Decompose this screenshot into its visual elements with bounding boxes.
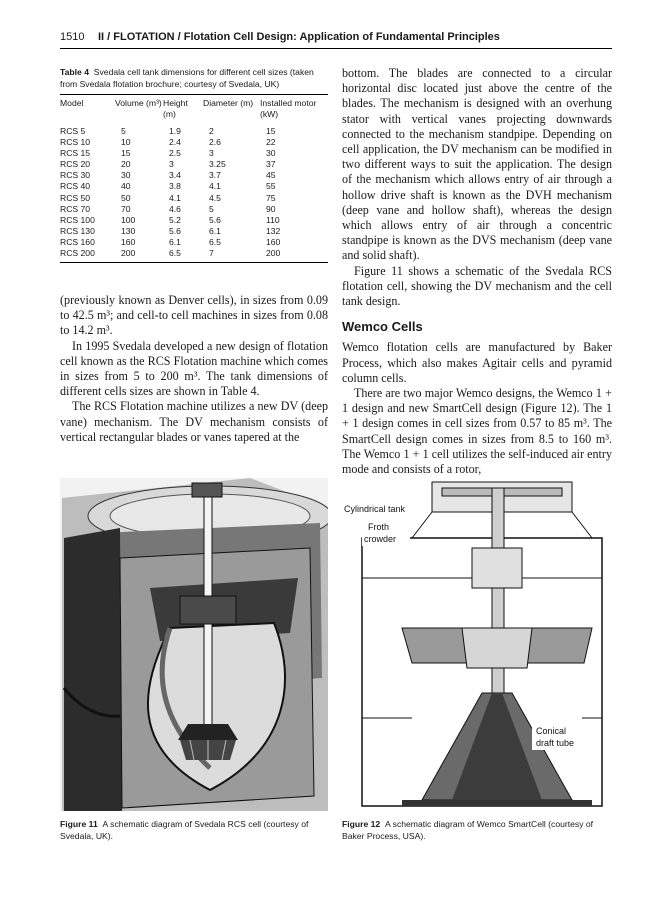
- table-cell: 50: [121, 192, 131, 203]
- table-cell: 55: [266, 181, 276, 192]
- table-caption-label: Table 4: [60, 67, 89, 77]
- right-paragraph-4: There are two major Wemco designs, the Wemco 1 + 1 design and new SmartCell design (Figure 12). The 1 + 1 design comes in cell sizes from 0.57 to 85 m³. The SmartCell design comes in sizes from 8.5 to 160 m³. The Wemco 1 + 1 cell utilizes the self-induced air entry mode and consists of a rotor,: [342, 386, 612, 477]
- table-cell: 6.5: [169, 248, 181, 259]
- left-column-text: [60, 293, 328, 445]
- table-row: [60, 215, 328, 226]
- figure-11-text: A schematic diagram of Svedala RCS cell (courtesy of Svedala, UK).: [60, 819, 309, 841]
- table-cell: 5: [209, 203, 214, 214]
- table-cell: 10: [121, 137, 131, 148]
- running-header: [60, 30, 612, 49]
- label-conical-draft-tube-line1: Conical: [536, 726, 567, 736]
- table-cell: 45: [266, 170, 276, 181]
- table-header-row: [60, 95, 328, 123]
- table-cell: 130: [121, 225, 136, 236]
- figure-12-text: A schematic diagram of Wemco SmartCell (courtesy of Baker Process, USA).: [342, 819, 594, 841]
- col-motor: Installed motor (kW): [260, 98, 317, 119]
- table-cell: 2.5: [169, 148, 181, 159]
- table-cell: 22: [266, 137, 276, 148]
- left-paragraph-2: In 1995 Svedala developed a new design of flotation cell known as the RCS Flotation machine which comes in sizes from 5 to 200 m³. The tank dimensions of different cells sizes are shown in Table 4.: [60, 338, 328, 399]
- table-caption: [60, 66, 328, 90]
- table-cell: 2.6: [209, 137, 221, 148]
- col-diameter: Diameter (m): [203, 98, 254, 108]
- figure-11-label: Figure 11: [60, 819, 98, 829]
- table-cell: 2.4: [169, 137, 181, 148]
- table-cell: RCS 130: [60, 225, 95, 236]
- label-froth-crowder-line1: Froth: [368, 522, 390, 532]
- table-cell: 4.6: [169, 203, 181, 214]
- table-cell: RCS 50: [60, 192, 91, 203]
- table-row: [60, 159, 328, 170]
- table-cell: 132: [266, 225, 281, 236]
- table-cell: 3: [209, 148, 214, 159]
- figure-11-image: [60, 478, 328, 811]
- table-row: [60, 237, 328, 248]
- figure-12-caption: [342, 818, 610, 842]
- table-cell: 5: [121, 126, 126, 136]
- table-cell: 4.1: [169, 192, 181, 203]
- table-cell: RCS 100: [60, 214, 95, 225]
- table-cell: 3.25: [209, 159, 226, 170]
- label-conical-draft-tube-line2: draft tube: [536, 738, 575, 748]
- table-row: [60, 181, 328, 192]
- wemco-smartcell-illustration: [342, 478, 610, 811]
- table-row: [60, 193, 328, 204]
- table-cell: RCS 10: [60, 137, 91, 148]
- table-cell: 4.5: [209, 192, 221, 203]
- table-cell: RCS 70: [60, 203, 91, 214]
- table-cell: 4.1: [209, 181, 221, 192]
- figure-12-label: Figure 12: [342, 819, 381, 829]
- table-cell: 3: [169, 159, 174, 170]
- table-cell: 75: [266, 192, 276, 203]
- table-cell: 6.1: [169, 236, 181, 247]
- table-cell: 6.5: [209, 236, 221, 247]
- table-cell: RCS 15: [60, 148, 91, 159]
- table-cell: RCS 40: [60, 181, 91, 192]
- table-cell: 20: [121, 159, 131, 170]
- table-cell: 200: [266, 248, 281, 259]
- svedala-cell-illustration: [60, 478, 328, 811]
- table-cell: 3.8: [169, 181, 181, 192]
- table-cell: 90: [266, 203, 276, 214]
- table-cell: RCS 20: [60, 159, 91, 170]
- table-cell: 37: [266, 159, 276, 170]
- table-cell: 100: [121, 214, 136, 225]
- table-row: [60, 170, 328, 181]
- table-cell: 2: [209, 126, 214, 136]
- right-paragraph-3: Wemco flotation cells are manufactured by Baker Process, which also makes Agitair cells and pyramid column cells.: [342, 340, 612, 385]
- section-heading: Wemco Cells: [342, 319, 423, 335]
- right-column-text: [342, 66, 612, 477]
- table-cell: RCS 200: [60, 248, 95, 259]
- table-cell: RCS 30: [60, 170, 91, 181]
- table-cell: 7: [209, 248, 214, 259]
- page-number: 1510: [60, 31, 85, 43]
- table-row: [60, 226, 328, 237]
- table-cell: 1.9: [169, 126, 181, 136]
- table-cell: RCS 160: [60, 236, 95, 247]
- col-volume: Volume (m³): [115, 98, 162, 108]
- table-cell: 70: [121, 203, 131, 214]
- table-cell: 160: [266, 236, 281, 247]
- table-row: [60, 204, 328, 215]
- table-row: [60, 248, 328, 259]
- table-cell: 30: [121, 170, 131, 181]
- table-cell: 200: [121, 248, 136, 259]
- table-cell: 30: [266, 148, 276, 159]
- label-cylindrical-tank: Cylindrical tank: [344, 504, 406, 514]
- table-4: [60, 66, 328, 263]
- table-cell: 40: [121, 181, 131, 192]
- table-cell: 15: [121, 148, 131, 159]
- left-paragraph-3: The RCS Flotation machine utilizes a new DV (deep vane) mechanism. The DV mechanism consists of vertical rectangular blades or vanes tapered at the: [60, 399, 328, 444]
- table-cell: 15: [266, 126, 276, 136]
- left-paragraph-1: (previously known as Denver cells), in sizes from 0.09 to 42.5 m³; and cell-to cell machines in sizes from 0.08 to 14.2 m³.: [60, 293, 328, 338]
- table-cell: 160: [121, 236, 136, 247]
- table-bottom-rule: [60, 262, 328, 263]
- figure-12-image: [342, 478, 610, 811]
- table-caption-text: Svedala cell tank dimensions for different cell sizes (taken from Svedala flotation brochure; courtesy of Svedala, UK): [60, 67, 314, 89]
- table-row: [60, 123, 328, 137]
- table-cell: RCS 5: [60, 126, 86, 136]
- table-cell: 6.1: [209, 225, 221, 236]
- col-height: Height (m): [163, 98, 188, 119]
- right-paragraph-2: Figure 11 shows a schematic of the Svedala RCS flotation cell, showing the DV mechanism and the cell tank design.: [342, 263, 612, 309]
- table-cell: 3.7: [209, 170, 221, 181]
- label-froth-crowder-line2: crowder: [364, 534, 397, 544]
- table-cell: 5.2: [169, 214, 181, 225]
- table-cell: 110: [266, 214, 280, 225]
- table-cell: 3.4: [169, 170, 181, 181]
- right-paragraph-1: bottom. The blades are connected to a circular horizontal disc located just above the centre of the blades. The mechanism is designed with an overhung stator with vertical vanes projecting downwards connected to the mechanism standpipe. Depending on cell application, the DV mechanism can be modified in two different ways to suit the application. The design of the mechanism which allows entry of air through a hollow drive shaft is known as the DVH mechanism (deep vane and hollow shaft), whereas the design which allows entry of air through a concentric standpipe is known as the DVS mechanism (deep vane and solid shaft).: [342, 66, 612, 263]
- col-model: Model: [60, 98, 84, 108]
- table-cell: 5.6: [209, 214, 221, 225]
- dimensions-table: [60, 95, 328, 259]
- table-row: [60, 137, 328, 148]
- table-cell: 5.6: [169, 225, 181, 236]
- header-title: II / FLOTATION / Flotation Cell Design: Application of Fundamental Principles: [98, 31, 500, 43]
- table-row: [60, 148, 328, 159]
- figure-11-caption: [60, 818, 328, 842]
